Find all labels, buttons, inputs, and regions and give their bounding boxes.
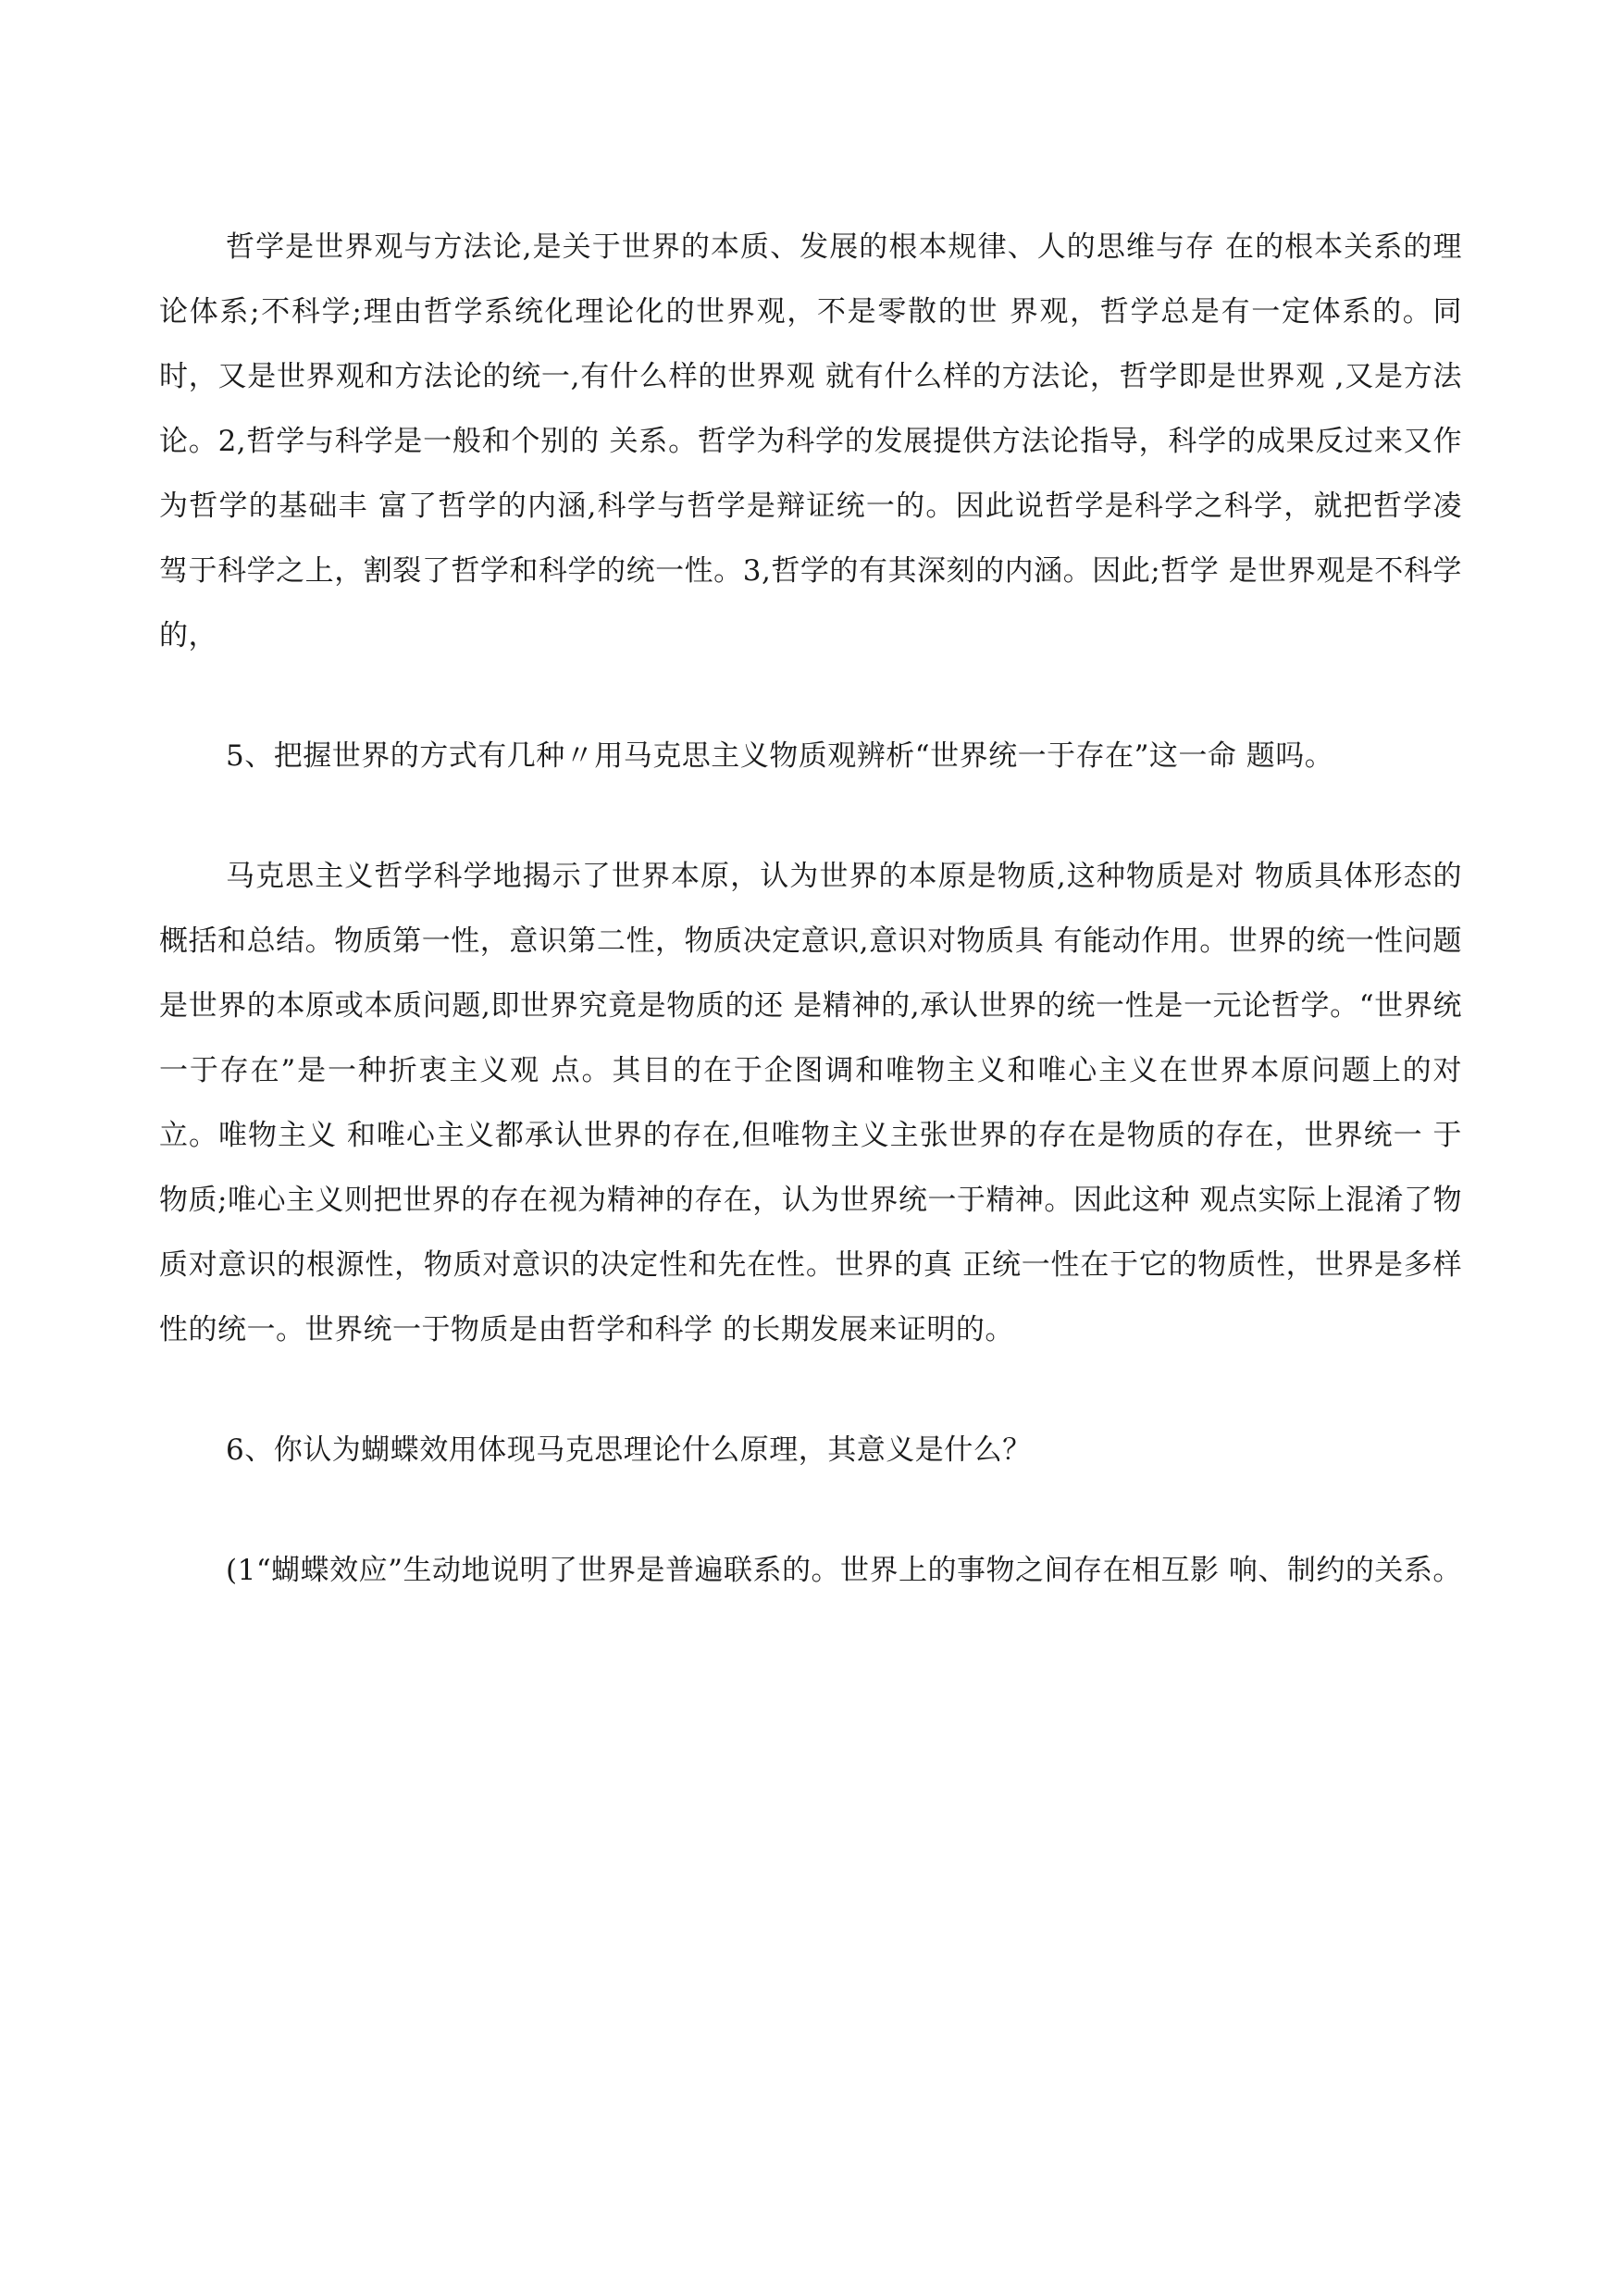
- question-6: 6、你认为蝴蝶效用体现马克思理论什么原理，其意义是什么？: [226, 1433, 1032, 1467]
- paragraph-gap: [159, 1362, 1462, 1418]
- paragraph-gap: [159, 668, 1462, 724]
- paragraph-philosophy-answer: 哲学是世界观与方法论,是关于世界的本质、发展的根本规律、人的思维与存 在的根本关系的理论体系;不科学;理由哲学系统化理论化的世界观，不是零散的世 界观，哲学总是有一定体系的。同时，又是世界观和方法论的统一,有什么样的世界观 就有什么样的方法论，哲学即是世界观 ,又是方法论。2,哲学与科学是一般和个别的 关系。哲学为科学的发展提供方法论指导，科学的成果反过来又作为哲学的基础丰 富了哲学的内涵,科学与哲学是辩证统一的。因此说哲学是科学之科学，就把哲学凌 驾于科学之上，割裂了哲学和科学的统一性。3,哲学的有其深刻的内涵。因此;哲学 是世界观是不科学的，: [159, 230, 1462, 652]
- document-body: [159, 215, 1462, 1603]
- paragraph-gap: [159, 1482, 1462, 1538]
- paragraph-butterfly-answer: (1“蝴蝶效应”生动地说明了世界是普遍联系的。世界上的事物之间存在相互影 响、制约的关系。: [226, 1554, 1462, 1587]
- paragraph-marxist-answer: 马克思主义哲学科学地揭示了世界本原，认为世界的本原是物质,这种物质是对 物质具体形态的概括和总结。物质第一性，意识第二性，物质决定意识,意识对物质具 有能动作用。世界的统一性问题是世界的本原或本质问题,即世界究竟是物质的还 是精神的,承认世界的统一性是一元论哲学。“世界统一于存在”是一种折衷主义观 点。其目的在于企图调和唯物主义和唯心主义在世界本原问题上的对立。唯物主义 和唯心主义都承认世界的存在,但唯物主义主张世界的存在是物质的存在，世界统一 于物质;唯心主义则把世界的存在视为精神的存在，认为世界统一于精神。因此这种 观点实际上混淆了物质对意识的根源性，物质对意识的决定性和先在性。世界的真 正统一性在于它的物质性，世界是多样性的统一。世界统一于物质是由哲学和科学 的长期发展来证明的。: [159, 860, 1462, 1346]
- paragraph-gap: [159, 788, 1462, 844]
- question-5: 5、把握世界的方式有几种〃用马克思主义物质观辨析“世界统一于存在”这一命 题吗。: [226, 739, 1334, 773]
